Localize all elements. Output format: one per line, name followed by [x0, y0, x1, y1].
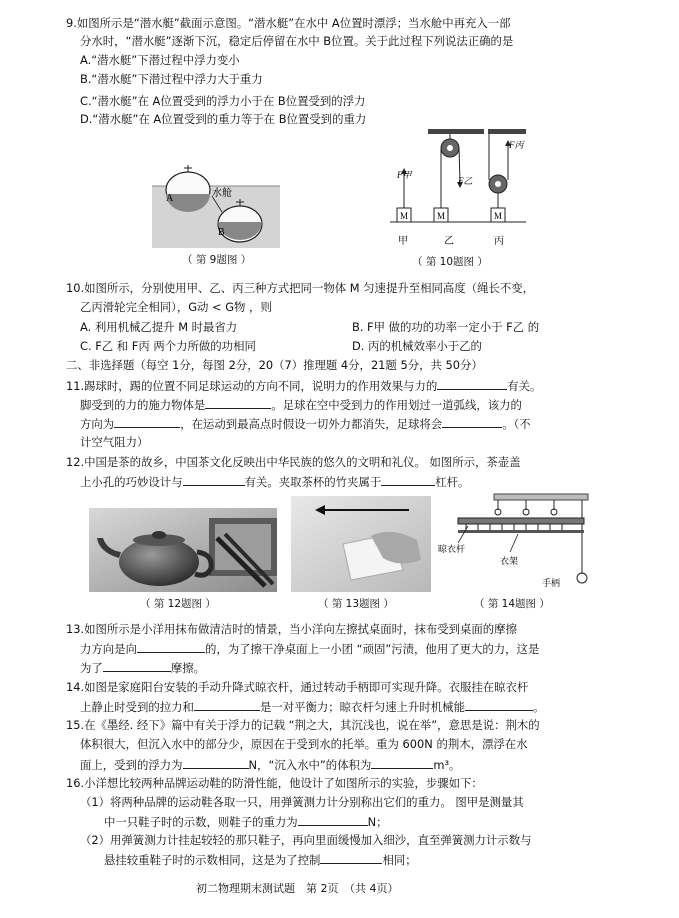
- fig10-mass-jia: M: [400, 211, 409, 221]
- q9-line1: 9.如图所示是“潜水艇”截面示意图。“潜水艇”在水中 A位置时漂浮；当水舱中再充入一部: [66, 16, 511, 30]
- figure-14-clothes-rack: [438, 488, 598, 592]
- figure-9-caption: （ 第 9题图 ）: [182, 254, 252, 266]
- q13-line2: 力方向是向 的，为了擦干净桌面上一小团 “顽固”污渍，他用了更大的力，这是: [80, 642, 540, 656]
- fig9-label-tank: 水舱: [212, 188, 232, 199]
- q12-line1: 12.中国是茶的故乡，中国茶文化反映出中华民族的悠久的文明和礼仪。 如图所示，茶壶盖: [66, 455, 521, 469]
- q11-line1: 11.踢球时，踢的位置不同足球运动的方向不同，说明力的作用效果与力的 有关。: [66, 379, 542, 393]
- q9-option-a: A.“潜水艇”下潜过程中浮力变小: [80, 53, 240, 67]
- q9-option-c: C.“潜水艇”在 A位置受到的浮力小于在 B位置受到的浮力: [80, 94, 366, 108]
- q15-line1: 15.在《墨经. 经下》篇中有关于浮力的记载 “荆之大，其沉浅也，说在举”，意思是说：荆木的: [66, 718, 540, 732]
- figure-12-teapot-photo: [89, 508, 277, 592]
- figure-10-caption: （ 第 10题图 ）: [412, 256, 488, 268]
- q15-line2: 体积很大，但沉入水中的部分少，原因在于受到水的托举。重为 600N 的荆木，漂浮在水: [80, 737, 528, 751]
- figure-13-caption: （ 第 13题图 ）: [318, 598, 394, 610]
- fig14-label-rack: 衣架: [500, 557, 519, 567]
- q9-option-d: D.“潜水艇”在 A位置受到的重力等于在 B位置受到的重力: [80, 112, 367, 126]
- figure-9-submarine: [152, 160, 280, 248]
- page-footer: 初二物理期末测试题 第 2页 （共 4页）: [196, 882, 399, 895]
- fig9-label-a: A: [166, 193, 174, 204]
- q16-step2-line1: （2）用弹簧测力计挂起较轻的那只鞋子，再向里面缓慢加入细沙，直至弹簧测力计示数与: [80, 833, 532, 847]
- q9-line2: 分水时，“潜水艇”逐渐下沉，稳定后停留在水中 B位置。关于此过程下列说法正确的是: [80, 34, 514, 48]
- fig10-force-jia: F甲: [397, 170, 412, 180]
- q11-line4: 计空气阻力）: [80, 435, 149, 449]
- fig10-force-yi: F乙: [458, 176, 473, 186]
- fig10-mass-bing: M: [494, 211, 503, 221]
- q14-line1: 14.如图是家庭阳台安装的手动升降式晾衣杆，通过转动手柄即可实现升降。衣服挂在晾衣杆: [66, 680, 529, 694]
- q13-line3: 为了 摩擦。: [80, 661, 205, 675]
- q10-option-b: B. F甲 做的功的功率一定小于 F乙 的: [352, 320, 540, 334]
- fig9-label-b: B: [218, 227, 225, 238]
- q16-line1: 16.小洋想比较两种品牌运动鞋的防滑性能，他设计了如图所示的实验，步骤如下：: [66, 776, 483, 790]
- fig10-label-jia: 甲: [398, 236, 408, 247]
- q15-line3: 面上，受到的浮力为 N，“沉入水中”的体积为 m³。: [80, 758, 461, 772]
- q16-step1-line1: （1）将两种品牌的运动鞋各取一只，用弹簧测力计分别称出它们的重力。 图甲是测量其: [80, 795, 524, 809]
- q10-line1: 10.如图所示，分别使用甲、乙、丙三种方式把同一物体 M 匀速提升至相同高度（绳长不变，: [66, 281, 535, 295]
- q14-line2: 上静止时受到的拉力和 是一对平衡力；晾衣杆匀速上升时机械能 。: [80, 700, 545, 714]
- figure-12-caption: （ 第 12题图 ）: [140, 598, 216, 610]
- q16-step2-line2: 悬挂较重鞋子时的示数相同，这是为了控制 相同；: [104, 853, 417, 867]
- figure-13-wiping-photo: [291, 496, 431, 592]
- q11-line2: 脚受到的力的施力物体是 。足球在空中受到力的作用划过一道弧线，该力的: [80, 398, 522, 412]
- q10-option-a: A. 利用机械乙提升 M 时最省力: [80, 320, 238, 334]
- q12-line2: 上小孔的巧妙设计与 有关。夹取茶杯的竹夹属于 杠杆。: [80, 475, 470, 489]
- fig10-mass-yi: M: [437, 211, 446, 221]
- figure-10-pulleys: [388, 126, 528, 252]
- fig10-force-bing: F丙: [509, 140, 524, 150]
- fig10-label-bing: 丙: [494, 236, 504, 247]
- figure-14-caption: （ 第 14题图 ）: [474, 598, 550, 610]
- q11-line3: 方向为 ，在运动到最高点时假设一切外力都消失，足球将会 。（不: [80, 417, 531, 431]
- q9-option-b: B.“潜水艇”下潜过程中浮力大于重力: [80, 72, 263, 86]
- q10-option-d: D. 丙的机械效率小于乙的: [352, 339, 482, 353]
- fig14-label-rod: 晾衣杆: [438, 545, 466, 555]
- section-2-header: 二、非选择题（每空 1分，每图 2分，20（7）推理题 4分，21题 5分，共 50分）: [66, 358, 483, 372]
- fig10-label-yi: 乙: [444, 236, 454, 247]
- q10-option-c: C. F乙 和 F丙 两个力所做的功相同: [80, 339, 256, 353]
- fig14-label-handle: 手柄: [542, 579, 561, 589]
- q13-line1: 13.如图所示是小洋用抹布做清洁时的情景，当小洋向左擦拭桌面时，抹布受到桌面的摩擦: [66, 622, 517, 636]
- q10-line2: 乙丙滑轮完全相同），G动 < G物 ，则: [80, 300, 272, 314]
- q16-step1-line2: 中一只鞋子时的示数，则鞋子的重力为 N；: [104, 815, 388, 829]
